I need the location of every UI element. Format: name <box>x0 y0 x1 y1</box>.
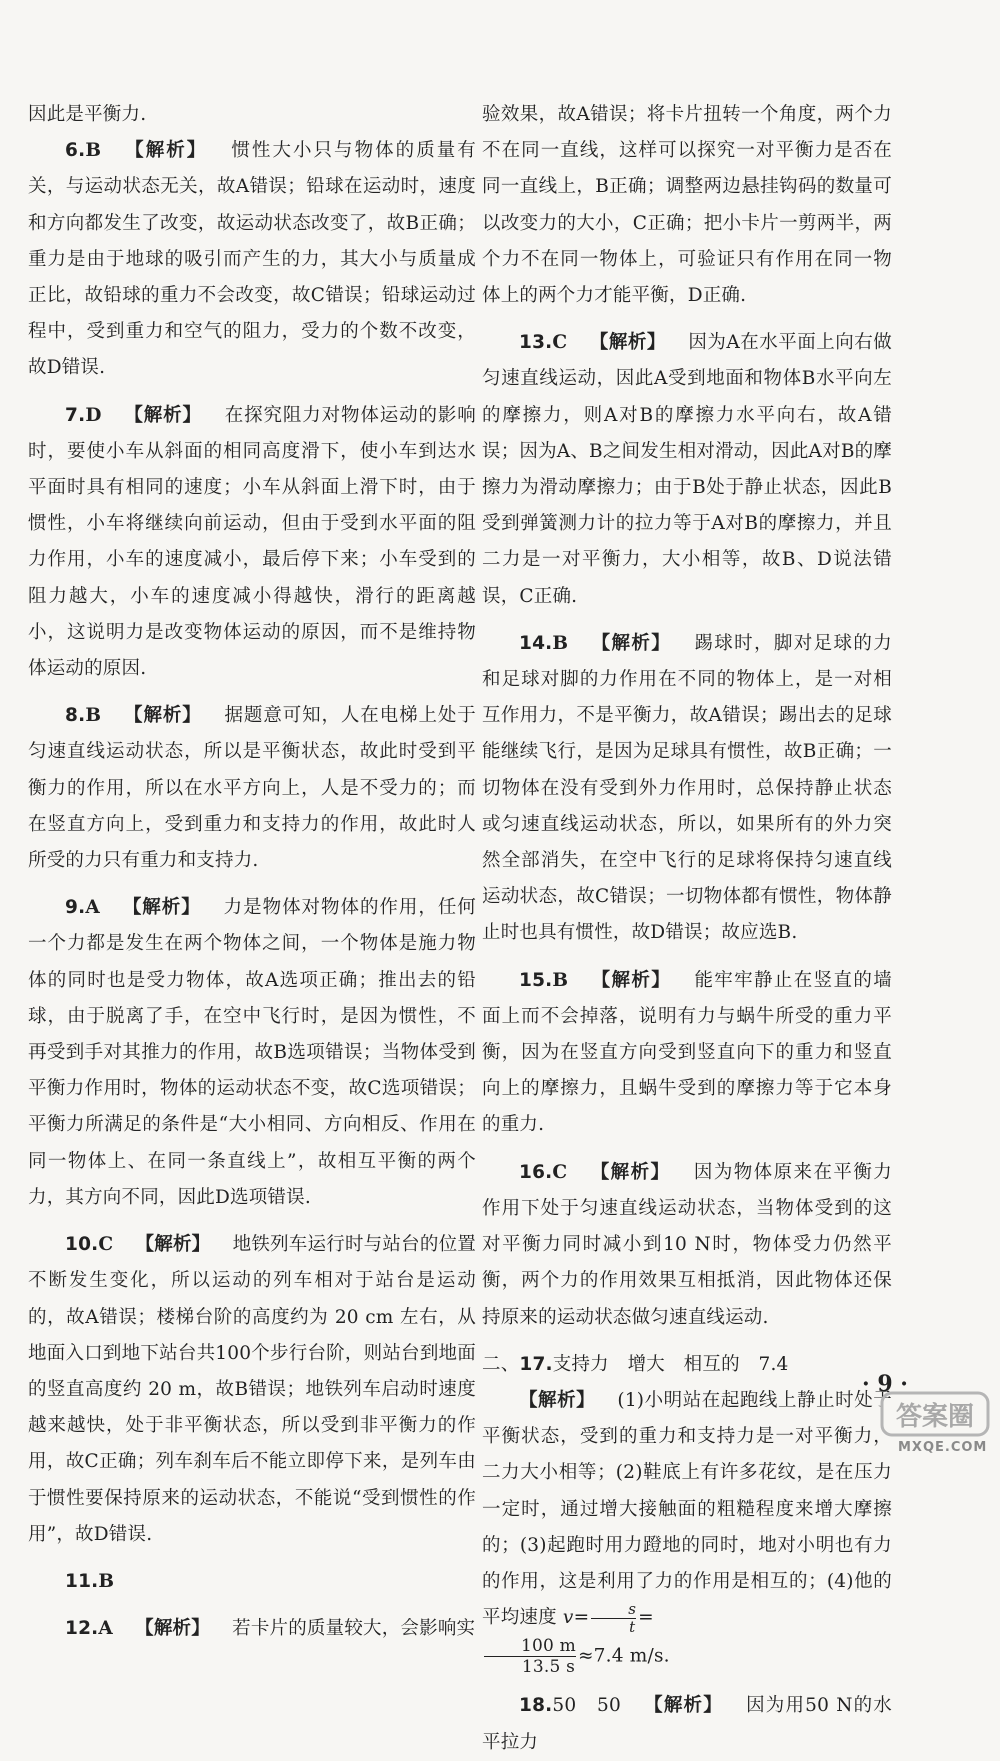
left-column <box>28 97 476 1647</box>
item-number: 9. <box>65 897 86 919</box>
item-answer: A <box>98 1618 113 1640</box>
item-number: 10. <box>65 1234 99 1256</box>
analysis-tag: 【解析】 <box>519 1389 596 1411</box>
analysis-tag: 【解析】 <box>123 404 202 426</box>
item-answer: B <box>552 632 569 654</box>
analysis-tag: 【解析】 <box>590 632 672 654</box>
fraction-denominator: t <box>591 1618 636 1636</box>
item-answer: C <box>552 332 568 354</box>
item-answer: B <box>98 1570 115 1592</box>
analysis-text: 据题意可知，人在电梯上处于匀速直线运动状态，所以是平衡状态，故此时受到平衡力的作用，所以在水平方向上，人是不受力的；而在竖直方向上，受到重力和支持力的作用，故此时人所受的力只有重力和支持力. <box>28 705 476 872</box>
answer-item-11 <box>28 1564 476 1600</box>
item-answers: 50 50 <box>552 1695 621 1717</box>
answer-item-18 <box>482 1688 892 1760</box>
item-answer: B <box>552 969 569 991</box>
answer-item-9 <box>28 890 476 1216</box>
continuation-text: 验效果，故A错误；将卡片扭转一个角度，两个力不在同一直线，这样可以探究一对平衡力是否在同一直线上，B正确；调整两边悬挂钩码的数量可以改变力的大小，C正确；把小卡片一剪两半，两个力不在同一物体上，可验证只有作用在同一物体上的两个力才能平衡，D正确. <box>482 104 892 307</box>
analysis-text: 若卡片的质量较大，会影响实 <box>232 1618 476 1640</box>
section-label: 二、 <box>482 1353 520 1375</box>
fraction-numerator: s <box>628 1599 637 1618</box>
answer-item-10 <box>28 1227 476 1553</box>
item-number: 15. <box>519 969 553 991</box>
item-number: 17. <box>519 1353 553 1375</box>
analysis-tag: 【解析】 <box>135 1234 211 1256</box>
formula-variable: v <box>562 1607 574 1629</box>
item-answer: C <box>98 1234 114 1256</box>
analysis-tag: 【解析】 <box>590 969 672 991</box>
watermark-glyphs: 答案圈 <box>895 1402 975 1432</box>
item-number: 8. <box>65 705 86 727</box>
formula-equals: = <box>573 1607 590 1629</box>
answer-item-8 <box>28 698 476 879</box>
item-number: 13. <box>519 332 553 354</box>
section-2-item-17 <box>482 1347 892 1383</box>
analysis-text: 能牢牢静止在竖直的墙面上而不会掉落，说明有力与蜗牛所受的重力平衡，因为在竖直方向受到竖直向下的重力和竖直向上的摩擦力，且蜗牛受到的摩擦力等于它本身的重力. <box>482 969 892 1136</box>
right-column <box>482 97 892 1761</box>
item-answer: B <box>85 705 102 727</box>
item-answer: C <box>552 1161 568 1183</box>
item-number: 16. <box>519 1161 553 1183</box>
analysis-tag: 【解析】 <box>123 140 208 162</box>
answer-item-6 <box>28 133 476 386</box>
item-number: 18. <box>519 1695 553 1717</box>
analysis-text: 力是物体对物体的作用，任何一个力都是发生在两个物体之间，一个物体是施力物体的同时也是受力物体，故A选项正确；推出去的铅球，由于脱离了手，在空中飞行时，是因为惯性，不再受到手对其推力的作用，故B选项错误；当物体受到平衡力作用时，物体的运动状态不变，故C选项错误；平衡力所满足的条件是“大小相同、方向相反、作用在同一物体上、在同一条直线上”，故相互平衡的两个力，其方向不同，因此D选项错误. <box>28 897 476 1208</box>
item-number: 14. <box>519 632 553 654</box>
answer-item-15 <box>482 963 892 1144</box>
analysis-tag: 【解析】 <box>589 332 666 354</box>
item-answer: D <box>85 404 102 426</box>
analysis-text: 因为A在水平面上向右做匀速直线运动，因此A受到地面和物体B水平向左的摩擦力，则A对B的摩擦力水平向右，故A错误；因为A、B之间发生相对滑动，因此A对B的摩擦力为滑动摩擦力；由于B处于静止状态，因此B受到弹簧测力计的拉力等于A对B的摩擦力，并且二力是一对平衡力，大小相等，故B、D说法错误，C正确. <box>482 332 893 607</box>
item-17-analysis <box>482 1383 892 1677</box>
item-number: 12. <box>65 1618 99 1640</box>
page-number: · 9 · <box>862 1371 908 1397</box>
item-answer: A <box>85 897 100 919</box>
analysis-tag: 【解析】 <box>643 1695 723 1717</box>
answer-item-12 <box>28 1611 476 1647</box>
analysis-text: 惯性大小只与物体的质量有关，与运动状态无关，故A错误；铅球在运动时，速度和方向都发生了改变，故运动状态改变了，故B正确；重力是由于地球的吸引而产生的力，其大小与质量成正比，故铅球的重力不会改变，故C错误；铅球运动过程中，受到重力和空气的阻力，受力的个数不改变，故D错误. <box>28 140 476 379</box>
item-number: 11. <box>65 1570 99 1592</box>
answer-item-16 <box>482 1155 892 1336</box>
analysis-tag: 【解析】 <box>122 897 201 919</box>
analysis-text: (1)小明站在起跑线上静止时处于平衡状态，受到的重力和支持力是一对平衡力，二力大小相等；(2)鞋底上有许多花纹，是在压力一定时，通过增大接触面的粗糙程度来增大摩擦的；(3)起跑时用力蹬地的同时，地对小明也有力的作用，这是利用了力的作用是相互的；(4)他的平均速度 <box>482 1389 892 1629</box>
watermark-text: MXQE.COM <box>898 1440 988 1455</box>
answer-item-13 <box>482 325 892 615</box>
formula-result: ≈7.4 m/s. <box>577 1645 670 1667</box>
analysis-tag: 【解析】 <box>135 1618 210 1640</box>
analysis-text: 因为用50 N的水平拉力 <box>482 1695 892 1753</box>
analysis-tag: 【解析】 <box>123 705 202 727</box>
answer-item-7 <box>28 398 476 688</box>
item-answers: 支持力 增大 相互的 7.4 <box>552 1353 789 1375</box>
item-number: 7. <box>65 404 86 426</box>
fraction-s-over-t <box>591 1601 636 1636</box>
fraction-denominator: 13.5 s <box>484 1656 576 1677</box>
item-number: 6. <box>65 140 86 162</box>
answer-item-14 <box>482 626 892 952</box>
continuation-text: 因此是平衡力. <box>28 104 147 125</box>
analysis-text: 踢球时，脚对足球的力和足球对脚的力作用在不同的物体上，是一对相互作用力，不是平衡力，故A错误；踢出去的足球能继续飞行，是因为足球具有惯性，故B正确；一切物体在没有受到外力作用时，总保持静止状态或匀速直线运动状态，所以，如果所有的外力突然全部消失，在空中飞行的足球将保持匀速直线运动状态，故C错误；一切物体都有惯性，物体静止时也具有惯性，故D错误；故应选B. <box>482 632 892 944</box>
fraction-numerator: 100 m <box>521 1636 576 1657</box>
formula-equals: = <box>638 1607 654 1629</box>
analysis-text: 因为物体原来在平衡力作用下处于匀速直线运动状态，当物体受到的这对平衡力同时减小到10 N时，物体受力仍然平衡，两个力的作用效果互相抵消，因此物体还保持原来的运动状态做匀速直线运动. <box>482 1161 892 1328</box>
fraction-distance-over-time <box>484 1636 576 1677</box>
analysis-text: 地铁列车运行时与站台的位置不断发生变化，所以运动的列车相对于站台是运动的，故A错误；楼梯台阶的高度约为 20 cm 左右，从地面入口到地下站台共100个步行台阶，则站台到地面的竖直高度约 20 m，故B错误；地铁列车启动时速度越来越快，处于非平衡状态，所以受到非平衡力的作用，故C正确；列车刹车后不能立即停下来，是列车由于惯性要保持原来的运动状态，不能说“受到惯性的作用”，故D错误. <box>28 1234 476 1545</box>
analysis-text: 在探究阻力对物体运动的影响时，要使小车从斜面的相同高度滑下，使小车到达水平面时具有相同的速度；小车从斜面上滑下时，由于惯性，小车将继续向前运动，但由于受到水平面的阻力作用，小车的速度减小，最后停下来；小车受到的阻力越大，小车的速度减小得越快，滑行的距离越小，这说明力是改变物体运动的原因，而不是维持物体运动的原因. <box>28 404 476 680</box>
analysis-tag: 【解析】 <box>589 1161 671 1183</box>
item-answer: B <box>85 140 102 162</box>
